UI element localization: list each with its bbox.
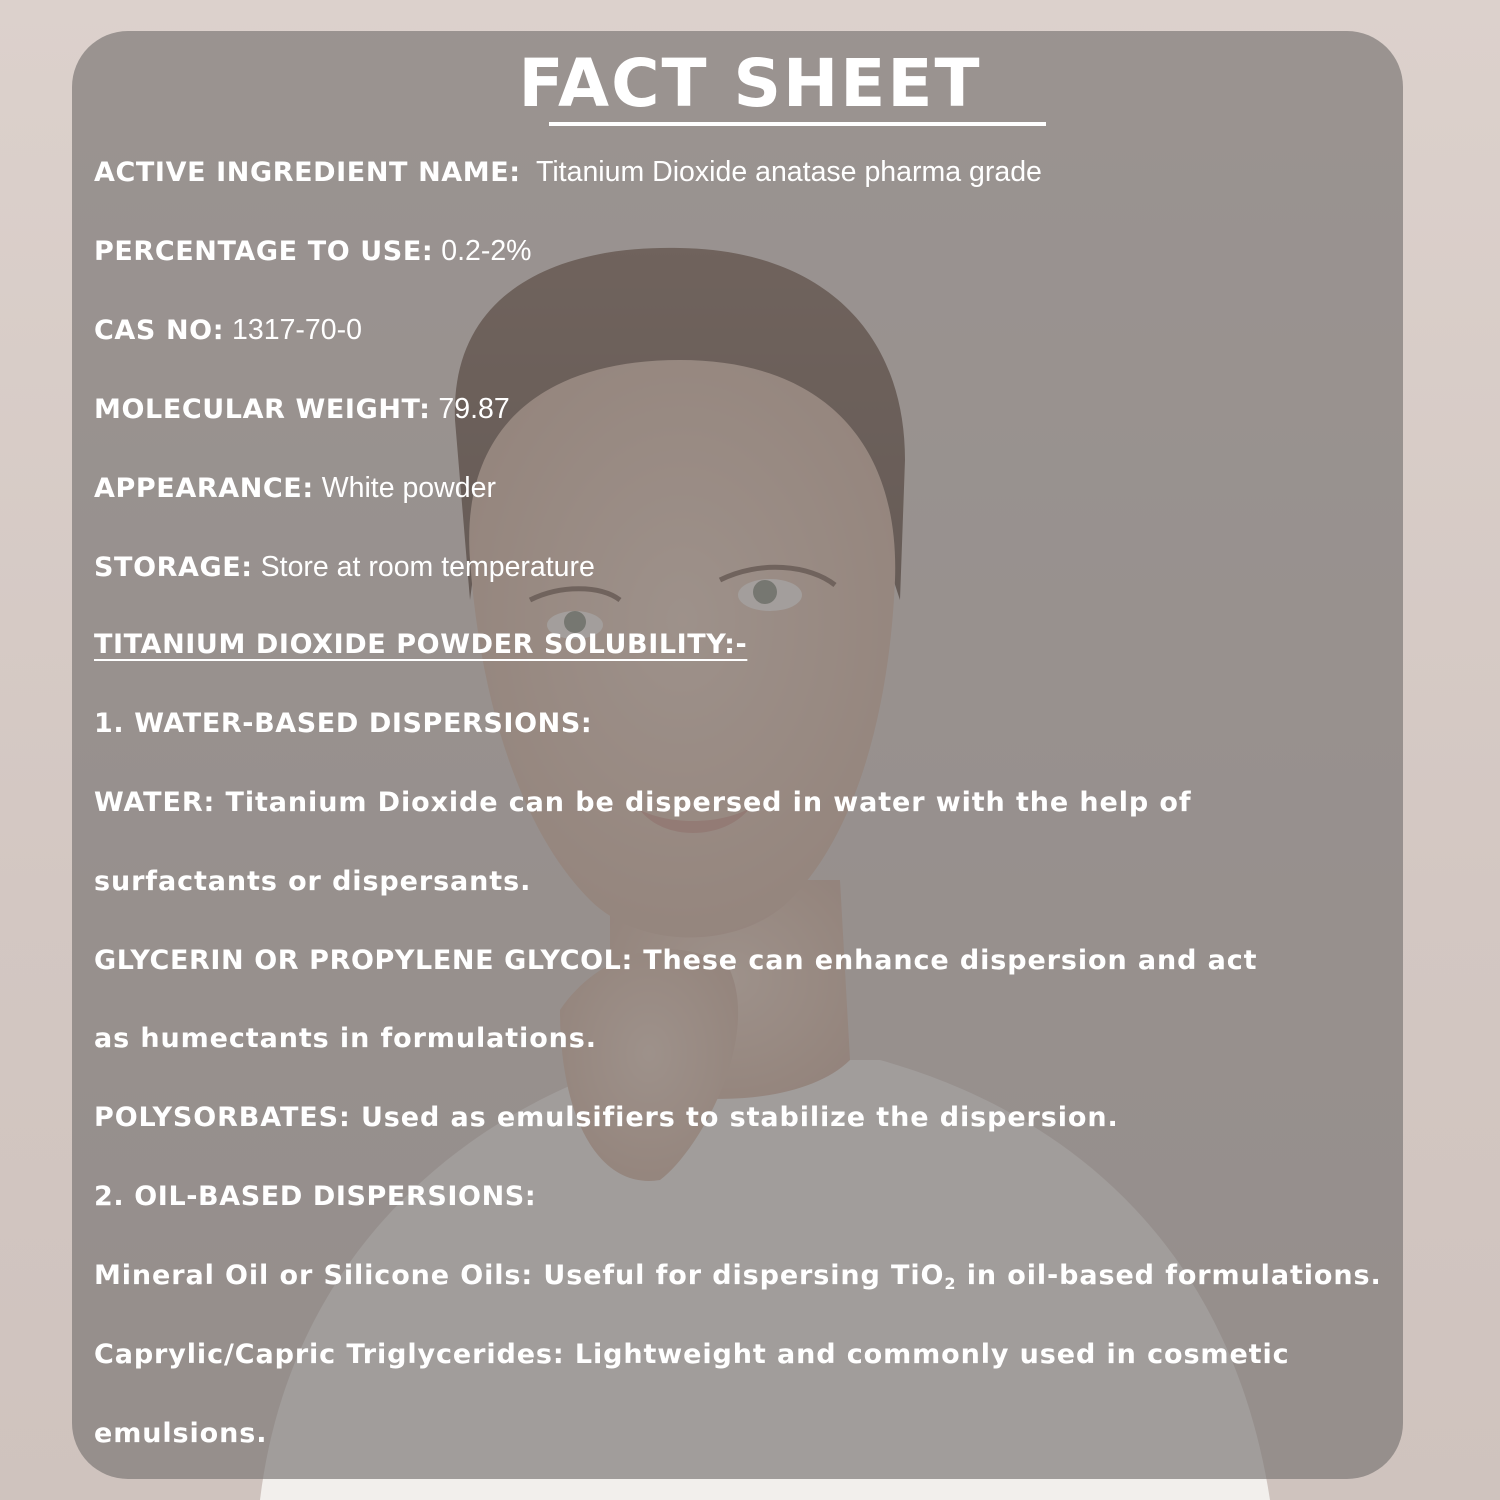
solubility-heading: TITANIUM DIOXIDE POWDER SOLUBILITY:- (94, 629, 748, 660)
glycerin-text: These can enhance dispersion and act (643, 945, 1258, 976)
title-underline (549, 122, 1046, 126)
polysorbates-line: POLYSORBATES: Used as emulsifiers to stabilize the dispersion. (94, 1102, 1119, 1133)
fact-appearance (94, 471, 496, 506)
fact-molecular-weight (94, 392, 510, 427)
fact-label: PERCENTAGE TO USE: (94, 236, 434, 267)
fact-label: ACTIVE INGREDIENT NAME: (94, 157, 521, 188)
water-line-2: surfactants or dispersants. (94, 866, 532, 897)
fact-value: Titanium Dioxide anatase pharma grade (536, 156, 1042, 188)
page-title: FACT SHEET (518, 45, 982, 122)
glycerin-label: GLYCERIN OR PROPYLENE GLYCOL: (94, 945, 633, 976)
fact-label: MOLECULAR WEIGHT: (94, 394, 431, 425)
glycerin-line-1 (94, 944, 1258, 978)
fact-value: White powder (321, 472, 496, 504)
fact-value: 0.2-2% (441, 235, 532, 267)
water-line-1: WATER: Titanium Dioxide can be dispersed in water with the help of (94, 787, 1192, 818)
mineral-oil-text: Mineral Oil or Silicone Oils: Useful for dispersing TiO (94, 1260, 945, 1291)
mineral-oil-text-end: in oil-based formulations. (956, 1260, 1382, 1291)
fact-label: APPEARANCE: (94, 473, 314, 504)
fact-value: 79.87 (438, 393, 510, 425)
fact-cas-no (94, 313, 362, 348)
fact-active-ingredient (94, 155, 1042, 190)
fact-value: 1317-70-0 (232, 314, 362, 346)
fact-label: CAS NO: (94, 315, 225, 346)
subscript-2: 2 (944, 1274, 957, 1293)
fact-storage (94, 550, 595, 585)
caprylic-line-1: Caprylic/Capric Triglycerides: Lightweight and commonly used in cosmetic (94, 1339, 1290, 1370)
fact-label: STORAGE: (94, 552, 253, 583)
fact-value: Store at room temperature (260, 551, 595, 583)
caprylic-line-2: emulsions. (94, 1418, 268, 1449)
water-section-heading: 1. WATER-BASED DISPERSIONS: (94, 708, 593, 739)
mineral-oil-line (94, 1259, 1382, 1301)
fact-percentage (94, 234, 532, 269)
glycerin-line-2: as humectants in formulations. (94, 1023, 597, 1054)
oil-section-heading: 2. OIL-BASED DISPERSIONS: (94, 1181, 537, 1212)
